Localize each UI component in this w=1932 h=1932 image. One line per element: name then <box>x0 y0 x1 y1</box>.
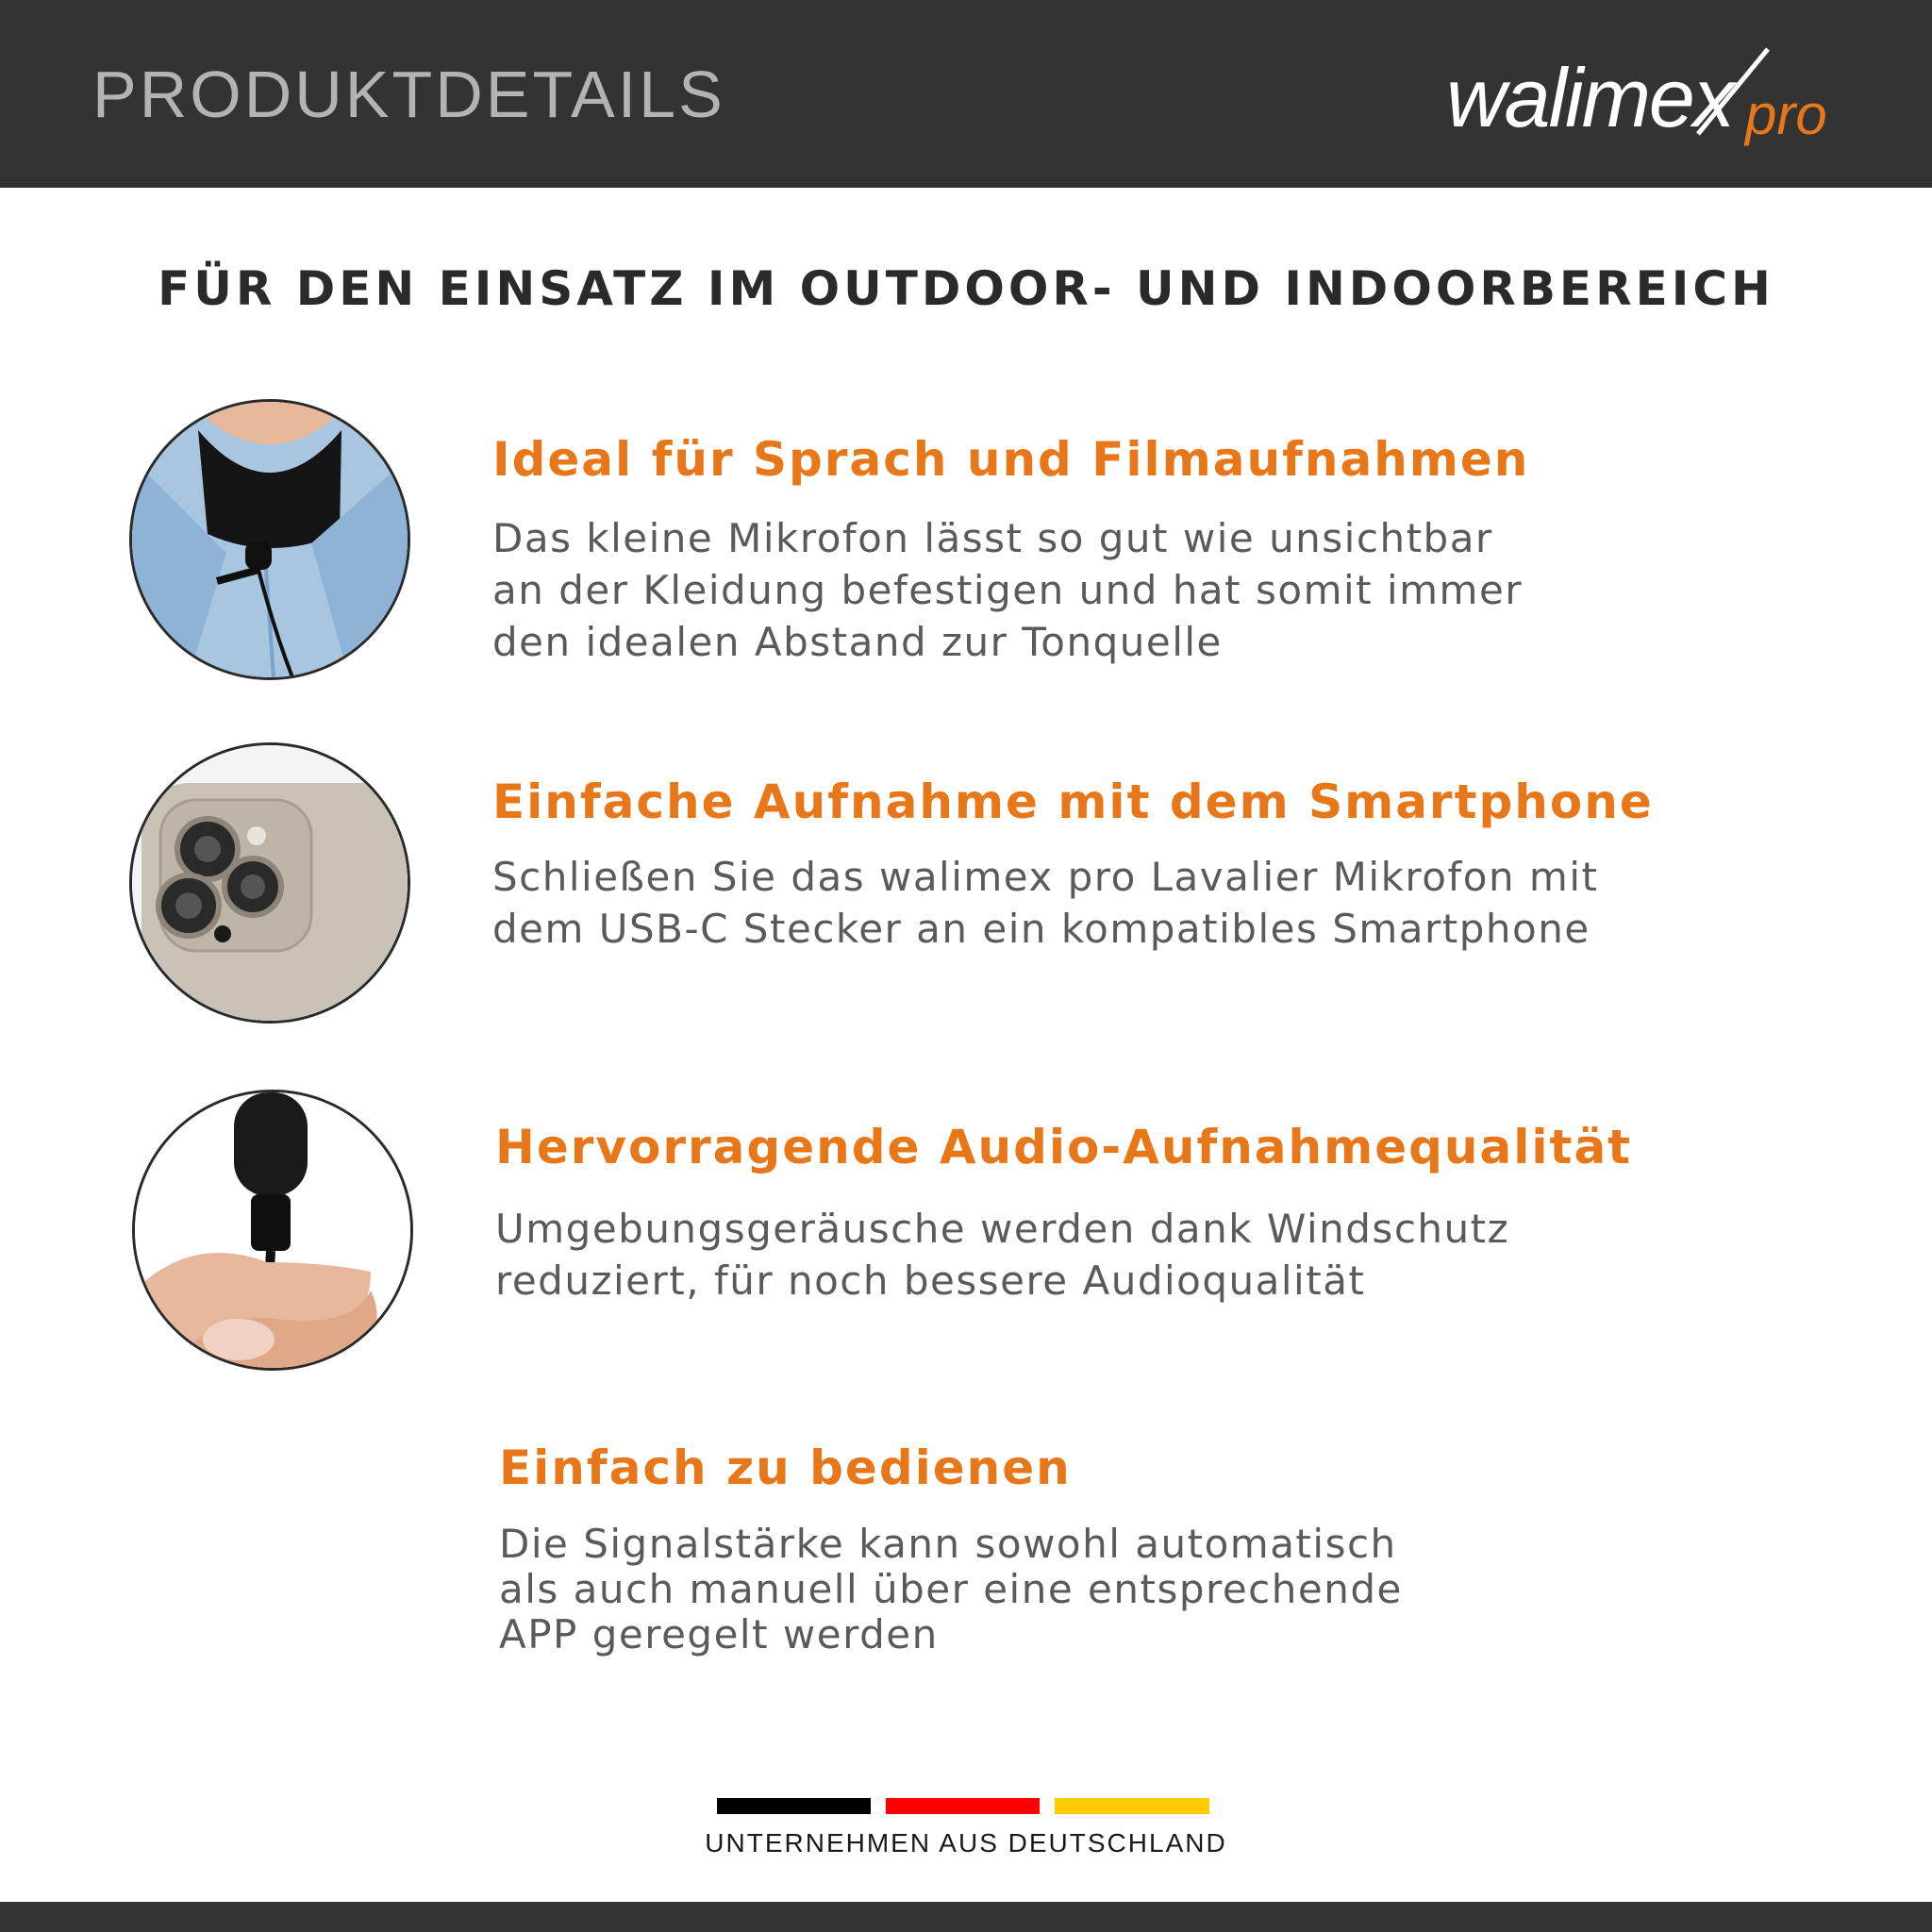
smartphone-camera-image <box>129 742 410 1024</box>
feature-description-2 <box>492 851 1598 955</box>
flag-stripe-gold <box>1055 1798 1209 1814</box>
feature-3-line: Umgebungsgeräusche werden dank Windschutz <box>495 1206 1510 1252</box>
company-origin-label: UNTERNEHMEN AUS DEUTSCHLAND <box>705 1828 1227 1857</box>
feature-title-3: Hervorragende Audio-Aufnahmequalität <box>495 1120 1633 1174</box>
feature-1-line: den idealen Abstand zur Tonquelle <box>492 619 1223 665</box>
flag-stripe-black <box>717 1798 871 1814</box>
walimex-pro-logo <box>1439 45 1854 149</box>
feature-description-4 <box>499 1522 1403 1657</box>
section-headline: FÜR DEN EINSATZ IM OUTDOOR- UND INDOORBEREICH <box>158 261 1774 316</box>
logo-sub-text: pro <box>1745 83 1827 146</box>
footer-bar <box>0 1902 1932 1932</box>
microphone-in-hand-image <box>132 1090 413 1371</box>
feature-2-line: dem USB-C Stecker an ein kompatibles Smartphone <box>492 906 1591 952</box>
page-title: PRODUKTDETAILS <box>92 58 725 131</box>
feature-1-line: an der Kleidung befestigen und hat somit immer <box>492 567 1524 613</box>
feature-4-line: Die Signalstärke kann sowohl automatisch <box>499 1521 1397 1567</box>
feature-3-line: reduziert, für noch bessere Audioqualität <box>495 1257 1366 1304</box>
feature-title-2: Einfache Aufnahme mit dem Smartphone <box>492 774 1654 829</box>
feature-title-1: Ideal für Sprach und Filmaufnahmen <box>492 432 1530 487</box>
feature-4-line: APP geregelt werden <box>499 1611 939 1657</box>
header-bar <box>0 0 1932 188</box>
logo-main-text: walimex <box>1446 51 1733 144</box>
feature-description-1 <box>492 512 1523 668</box>
feature-title-4: Einfach zu bedienen <box>499 1441 1072 1495</box>
feature-description-3 <box>495 1203 1509 1307</box>
feature-2-line: Schließen Sie das walimex pro Lavalier Mikrofon mit <box>492 854 1599 900</box>
flag-stripe-red <box>886 1798 1040 1814</box>
feature-1-line: Das kleine Mikrofon lässt so gut wie unsichtbar <box>492 515 1493 561</box>
shirt-microphone-image <box>129 399 410 680</box>
feature-4-line: als auch manuell über eine entsprechende <box>499 1566 1403 1612</box>
